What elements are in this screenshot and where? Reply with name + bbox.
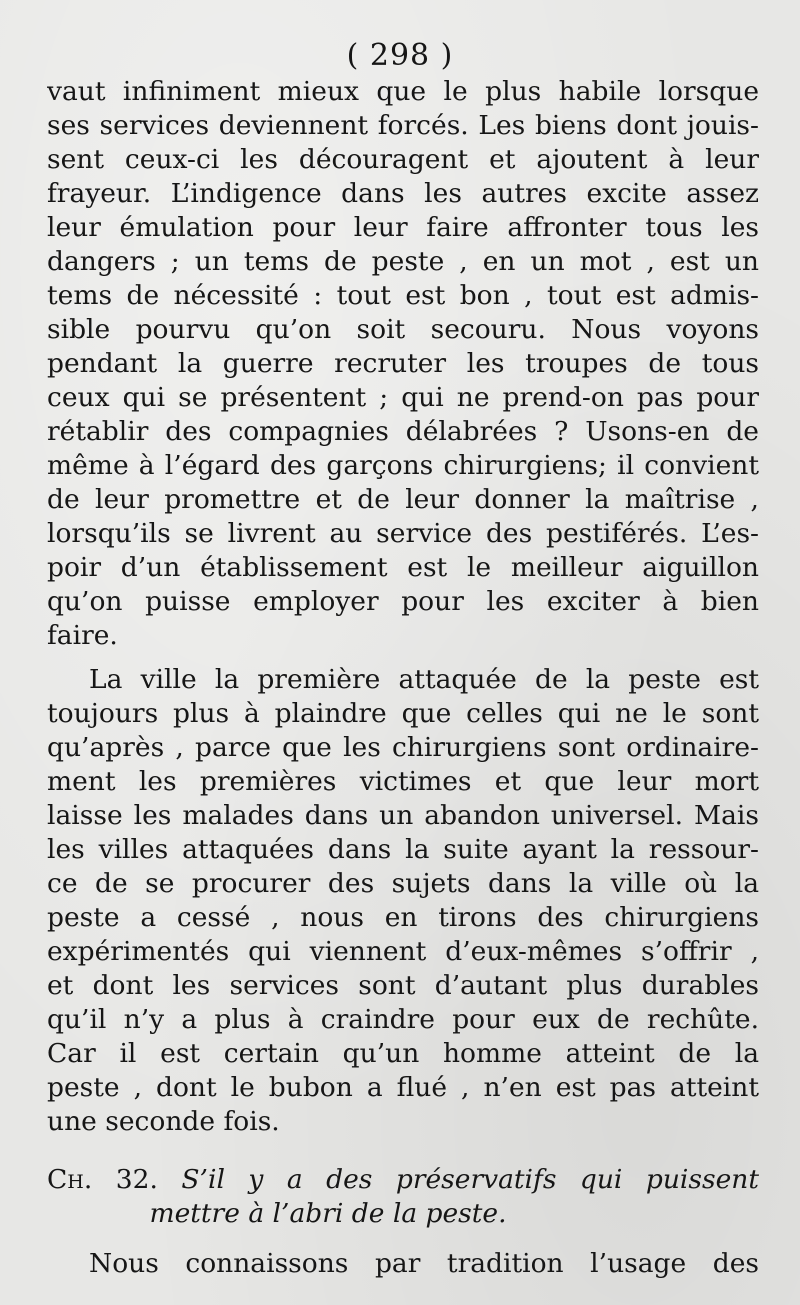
- text-line: qu’après , parce que les chirurgiens sont ordinaire-: [47, 732, 759, 763]
- text-line: tems de nécessité : tout est bon , tout est admis-: [47, 280, 759, 311]
- text-line: sible pourvu qu’on soit secouru. Nous voyons: [47, 314, 759, 345]
- paragraph-gap: [47, 653, 759, 663]
- chapter-label: Ch. 32.: [47, 1164, 158, 1195]
- text-line: peste , dont le bubon a flué , n’en est pas atteint: [47, 1072, 759, 1103]
- text-line: frayeur. L’indigence dans les autres excite assez: [47, 178, 759, 209]
- chapter-heading-line: [47, 1163, 759, 1197]
- text-line: Car il est certain qu’un homme atteint de la: [47, 1038, 759, 1069]
- text-line: une seconde fois.: [47, 1106, 280, 1137]
- text-line: vaut infiniment mieux que le plus habile lorsque: [47, 76, 759, 107]
- text-line: poir d’un établissement est le meilleur aiguillon: [47, 552, 759, 583]
- text-line: leur émulation pour leur faire affronter tous les: [47, 212, 759, 243]
- text-line: peste a cessé , nous en tirons des chirurgiens: [47, 902, 759, 933]
- text-line: qu’on puisse employer pour les exciter à bien: [47, 586, 759, 617]
- chapter-title: S’il y a des préservatifs qui puissent: [181, 1164, 759, 1195]
- text-line: sent ceux-ci les découragent et ajoutent à leur: [47, 144, 759, 175]
- text-line: faire.: [47, 620, 118, 651]
- text-line: laisse les malades dans un abandon universel. Mais: [47, 800, 759, 831]
- text-line: expérimentés qui viennent d’eux-mêmes s’offrir ,: [47, 936, 759, 967]
- page-number: ( 298 ): [346, 38, 454, 73]
- paragraph-1: [47, 75, 759, 653]
- text-line: La ville la première attaquée de la peste est: [89, 664, 759, 695]
- text-line: rétablir des compagnies délabrées ? Usons-en de: [47, 416, 759, 447]
- chapter-heading: [47, 1163, 759, 1231]
- text-line: ce de se procurer des sujets dans la ville où la: [47, 868, 759, 899]
- text-line: et dont les services sont d’autant plus durables: [47, 970, 759, 1001]
- text-line: qu’il n’y a plus à craindre pour eux de rechûte.: [47, 1004, 759, 1035]
- section-gap: [47, 1231, 759, 1247]
- text-line: dangers ; un tems de peste , en un mot , est un: [47, 246, 759, 277]
- text-line: les villes attaquées dans la suite ayant la ressour-: [47, 834, 759, 865]
- paragraph-3: [47, 1247, 759, 1281]
- text-line: ses services deviennent forcés. Les biens dont jouis-: [47, 110, 759, 141]
- text-line: pendant la guerre recruter les troupes de tous: [47, 348, 759, 379]
- text-line: toujours plus à plaindre que celles qui ne le sont: [47, 698, 759, 729]
- text-line: ment les premières victimes et que leur mort: [47, 766, 759, 797]
- text-line: de leur promettre et de leur donner la maîtrise ,: [47, 484, 759, 515]
- text-line: Nous connaissons par tradition l’usage des: [89, 1248, 759, 1279]
- text-line: même à l’égard des garçons chirurgiens; il convient: [47, 450, 759, 481]
- section-gap: [47, 1139, 759, 1163]
- chapter-title-continued: mettre à l’abri de la peste.: [149, 1198, 507, 1229]
- text-line: lorsqu’ils se livrent au service des pestiférés. L’es-: [47, 518, 759, 549]
- text-body: [47, 75, 759, 1281]
- paragraph-2: [47, 663, 759, 1139]
- text-line: ceux qui se présentent ; qui ne prend-on pas pour: [47, 382, 759, 413]
